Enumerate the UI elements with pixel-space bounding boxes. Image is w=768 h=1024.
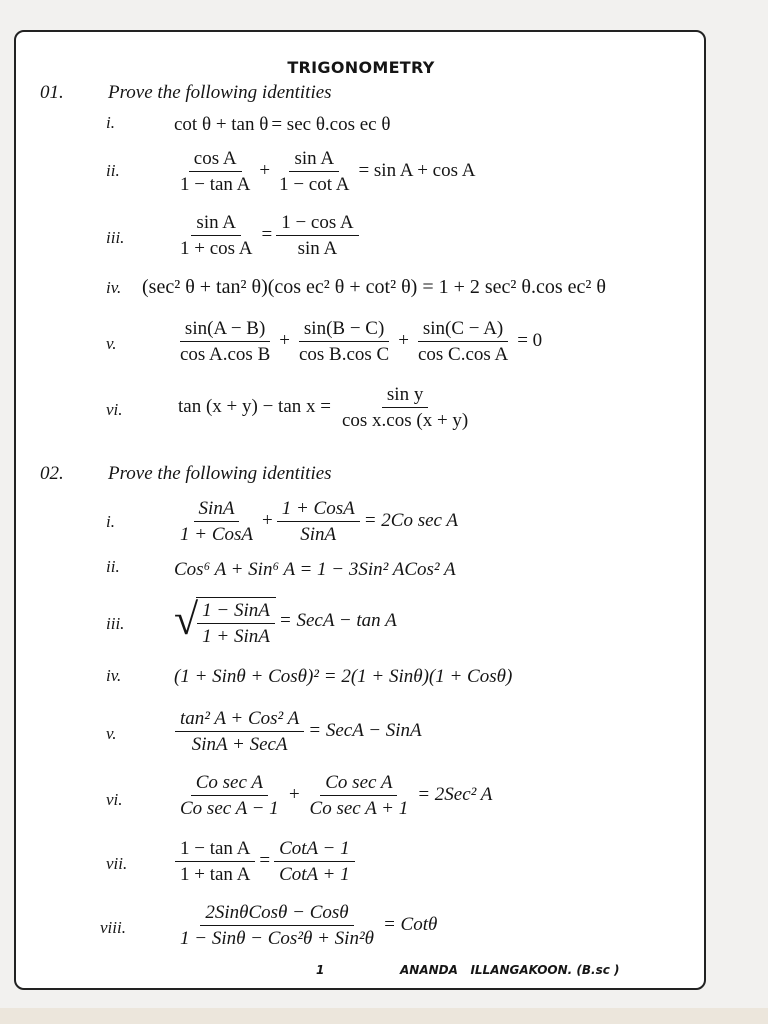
numerator: CotA − 1 bbox=[274, 836, 355, 862]
q1-vi-lhs: tan (x + y) − tan x = bbox=[178, 396, 331, 417]
q2-vii-fraction-1 bbox=[175, 836, 255, 887]
denominator: 1 − cot A bbox=[279, 173, 350, 195]
denominator: SinA + SecA bbox=[191, 733, 288, 755]
denominator: 1 + SinA bbox=[202, 626, 270, 647]
q2-iv-text: (1 + Sinθ + Cosθ)² = 2(1 + Sinθ)(1 + Cosθ) bbox=[174, 666, 513, 687]
question-2-number: 02. bbox=[40, 463, 64, 484]
q2-vii-fraction-2 bbox=[274, 836, 355, 887]
author-credit: ANANDA ILLANGAKOON. (B.sc ) bbox=[400, 963, 620, 977]
q1-iii-fraction-1 bbox=[175, 210, 257, 261]
q2-v-fraction bbox=[175, 706, 304, 757]
q2-ii-text: Cos⁶ A + Sin⁶ A = 1 − 3Sin² ACos² A bbox=[174, 559, 456, 580]
q2-identity-vi bbox=[174, 768, 495, 822]
q1-iv-text: (sec² θ + tan² θ)(cos ec² θ + cot² θ) = 1 + 2 sec² θ.cos ec² θ bbox=[142, 275, 606, 298]
q1-v-rhs: = 0 bbox=[517, 330, 543, 351]
q2-identity-viii bbox=[174, 898, 440, 952]
numerator: sin(A − B) bbox=[180, 316, 270, 342]
q1-label-iv: iv. bbox=[106, 278, 122, 297]
q1-ii-rhs: = sin A + cos A bbox=[358, 160, 476, 181]
numerator: tan² A + Cos² A bbox=[175, 706, 304, 732]
q1-ii-fraction-2 bbox=[274, 146, 354, 197]
q1-vi-fraction bbox=[337, 382, 473, 433]
denominator: cos x.cos (x + y) bbox=[341, 409, 469, 431]
q2-iii-fraction bbox=[197, 598, 275, 649]
plus-sign: + bbox=[398, 330, 409, 351]
question-2-heading: Prove the following identities bbox=[108, 463, 332, 484]
q1-i-rhs: = sec θ.cos ec θ bbox=[271, 114, 391, 135]
radicand bbox=[196, 597, 276, 649]
numerator: 1 + CosA bbox=[277, 496, 360, 522]
equals-sign: = bbox=[259, 850, 271, 871]
equals-sign: = bbox=[261, 224, 273, 245]
denominator: SinA bbox=[300, 523, 337, 545]
q1-identity-iv bbox=[142, 272, 606, 302]
denominator: Co sec A + 1 bbox=[309, 797, 409, 819]
numerator: sin(B − C) bbox=[299, 316, 389, 342]
q2-identity-vii bbox=[174, 834, 356, 888]
q2-label-viii: viii. bbox=[100, 918, 126, 937]
plus-sign: + bbox=[259, 160, 271, 181]
q2-iii-rhs: = SecA − tan A bbox=[278, 610, 397, 631]
q1-label-vi: vi. bbox=[106, 400, 123, 419]
q2-vi-fraction-2 bbox=[305, 770, 414, 821]
q2-label-i: i. bbox=[106, 512, 115, 531]
radical-sign-icon: √ bbox=[174, 595, 199, 644]
numerator: Co sec A bbox=[191, 770, 268, 796]
q2-viii-fraction bbox=[175, 900, 379, 951]
q1-identity-iii bbox=[174, 208, 360, 262]
numerator: 1 − cos A bbox=[276, 210, 358, 236]
denominator: cos A.cos B bbox=[180, 343, 271, 365]
q1-iii-fraction-2 bbox=[276, 210, 358, 261]
denominator: 1 − tan A bbox=[180, 173, 251, 195]
page-title: TRIGONOMETRY bbox=[287, 58, 435, 77]
plus-sign: + bbox=[287, 784, 301, 805]
q2-vi-fraction-1 bbox=[175, 770, 284, 821]
numerator: cos A bbox=[189, 146, 242, 172]
q1-identity-vi bbox=[178, 380, 474, 434]
q1-identity-i bbox=[174, 111, 393, 139]
denominator: sin A bbox=[297, 237, 338, 259]
q1-i-lhs: cot θ + tan θ bbox=[174, 114, 269, 135]
q1-label-ii: ii. bbox=[106, 161, 120, 180]
numerator: sin(C − A) bbox=[418, 316, 508, 342]
numerator: Co sec A bbox=[320, 770, 397, 796]
q2-vi-rhs: = 2Sec² A bbox=[417, 784, 493, 805]
question-1-number: 01. bbox=[40, 82, 64, 103]
q2-i-rhs: = 2Co sec A bbox=[363, 510, 458, 531]
q1-v-fraction-2 bbox=[294, 316, 394, 367]
q1-identity-v bbox=[174, 314, 545, 368]
numerator: sin y bbox=[382, 382, 428, 408]
denominator: CotA + 1 bbox=[279, 863, 350, 885]
q2-identity-i bbox=[174, 494, 461, 548]
q2-label-v: v. bbox=[106, 724, 117, 743]
q2-identity-iv bbox=[174, 662, 512, 692]
q2-label-iii: iii. bbox=[106, 614, 125, 633]
q1-v-fraction-1 bbox=[175, 316, 275, 367]
q1-label-i: i. bbox=[106, 113, 115, 132]
q2-i-fraction-1 bbox=[175, 496, 258, 547]
q2-label-vi: vi. bbox=[106, 790, 123, 809]
question-1-heading: Prove the following identities bbox=[108, 82, 332, 103]
denominator: cos B.cos C bbox=[298, 343, 390, 365]
numerator: sin A bbox=[191, 210, 241, 236]
numerator: 1 − tan A bbox=[175, 836, 255, 862]
q2-label-iv: iv. bbox=[106, 666, 122, 685]
numerator: 2SinθCosθ − Cosθ bbox=[200, 900, 353, 926]
page-number: 1 bbox=[316, 963, 325, 977]
q1-ii-fraction-1 bbox=[175, 146, 255, 197]
plus-sign: + bbox=[279, 330, 290, 351]
q2-i-fraction-2 bbox=[277, 496, 360, 547]
q2-identity-ii bbox=[174, 555, 456, 585]
q2-label-ii: ii. bbox=[106, 557, 120, 576]
q2-label-vii: vii. bbox=[106, 854, 128, 873]
q2-identity-iii bbox=[174, 592, 400, 650]
denominator: 1 + tan A bbox=[180, 863, 251, 885]
denominator: cos C.cos A bbox=[417, 343, 509, 365]
q2-viii-rhs: = Cotθ bbox=[382, 914, 438, 935]
q2-identity-v bbox=[174, 704, 425, 758]
table-surface bbox=[0, 1008, 768, 1024]
q1-v-fraction-3 bbox=[413, 316, 513, 367]
denominator: 1 + cos A bbox=[180, 237, 253, 259]
denominator: 1 + CosA bbox=[180, 523, 253, 545]
numerator: SinA bbox=[194, 496, 240, 522]
denominator: Co sec A − 1 bbox=[180, 797, 279, 819]
numerator: 1 − SinA bbox=[197, 598, 275, 624]
plus-sign: + bbox=[262, 510, 273, 531]
q1-identity-ii bbox=[174, 144, 478, 198]
q1-label-v: v. bbox=[106, 334, 117, 353]
denominator: 1 − Sinθ − Cos²θ + Sin²θ bbox=[180, 927, 374, 949]
square-root bbox=[174, 593, 276, 649]
q2-v-rhs: = SecA − SinA bbox=[308, 720, 422, 741]
q1-label-iii: iii. bbox=[106, 228, 125, 247]
numerator: sin A bbox=[289, 146, 339, 172]
